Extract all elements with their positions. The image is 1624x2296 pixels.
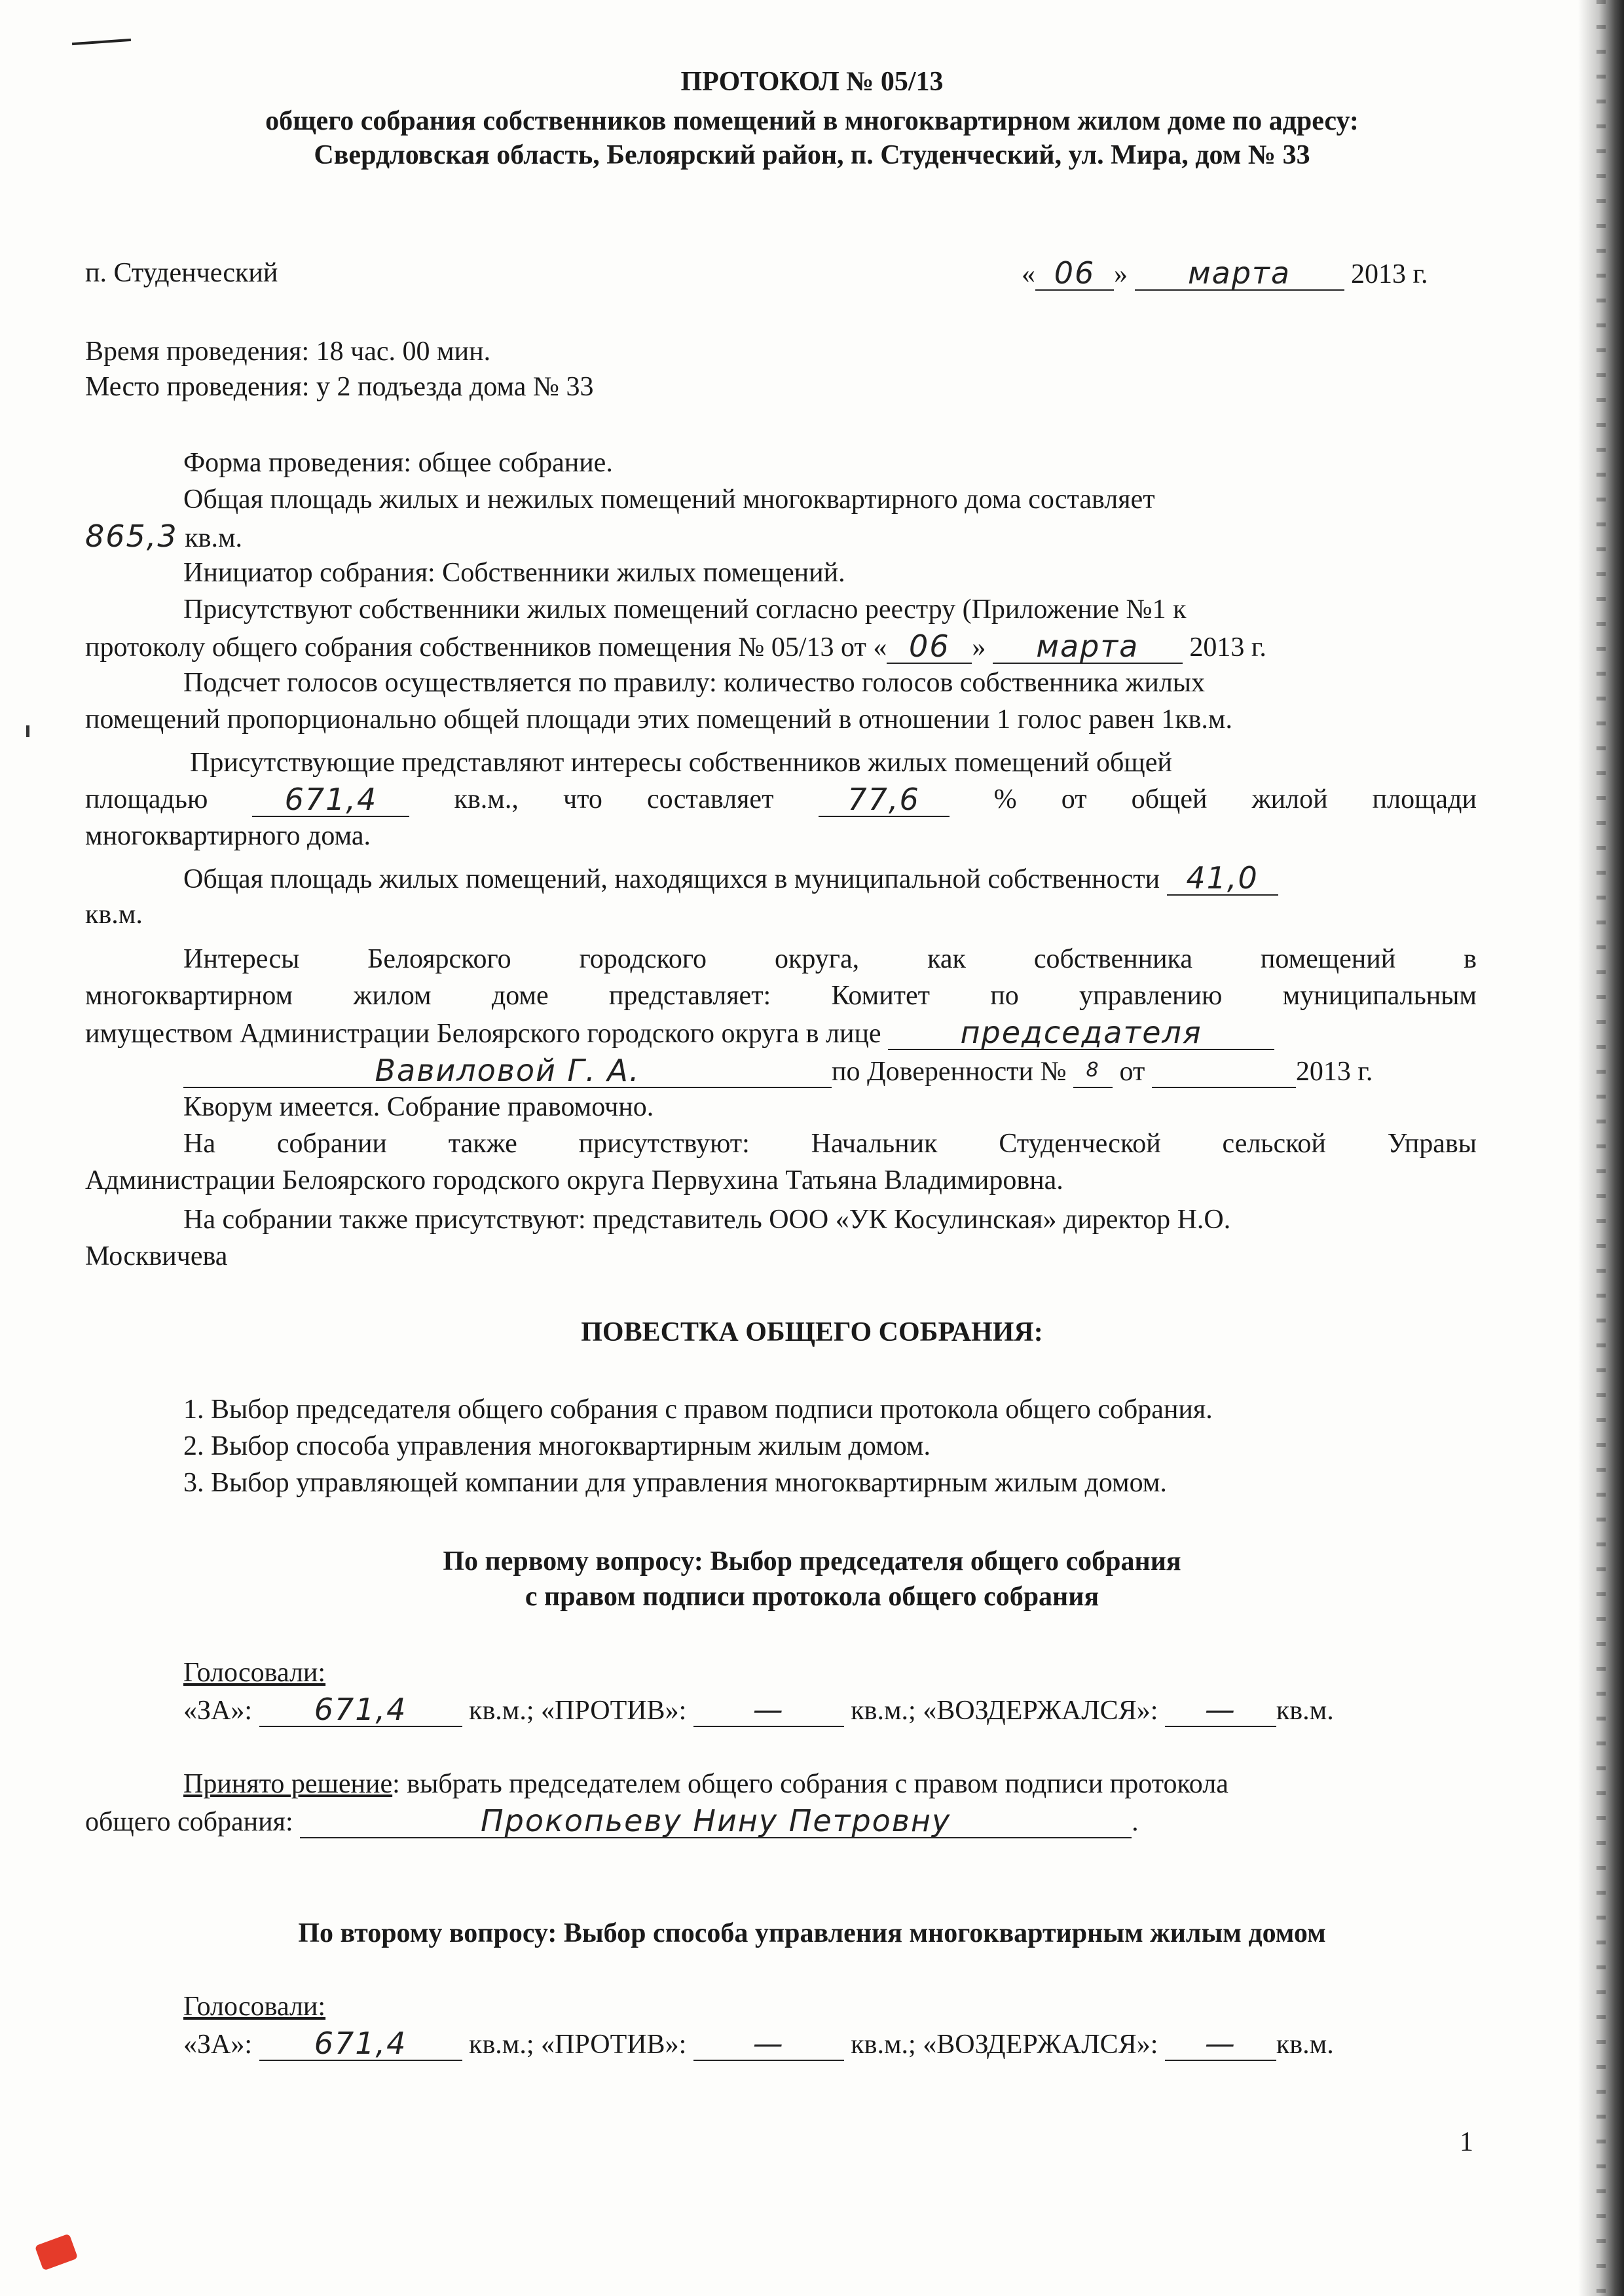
document-title: ПРОТОКОЛ № 05/13 xyxy=(680,67,944,97)
interests-line-1 xyxy=(183,943,1477,975)
interests-line-3-text: имуществом Администрации Белоярского городского округа в лице xyxy=(85,1019,881,1049)
decision-text-2: общего собрания: xyxy=(85,1807,293,1837)
present-line-2-text: протоколу общего собрания собственников помещения № 05/13 от « xyxy=(85,632,887,663)
represent-line-2 xyxy=(85,783,1477,817)
represent-word: жилой xyxy=(1251,784,1328,814)
interests-word: муниципальным xyxy=(1282,981,1477,1011)
document-subtitle-line-1: общего собрания собственников помещений в многоквартирном жилом доме по адресу: xyxy=(265,106,1359,136)
date-year: 2013 г. xyxy=(1351,259,1428,289)
proxy-label: по Доверенности № xyxy=(832,1057,1067,1087)
interests-word: Белоярского xyxy=(367,944,511,974)
question-1-voted-label: Голосовали: xyxy=(183,1658,326,1688)
municipal-area-unit: кв.м. xyxy=(85,900,143,930)
initiator-line: Инициатор собрания: Собственники жилых помещений. xyxy=(183,558,845,588)
interests-word: Комитет xyxy=(831,981,931,1011)
attendees-word: Начальник xyxy=(811,1129,938,1159)
agenda-item: 3. Выбор управляющей компании для управления многоквартирным жилым домом. xyxy=(183,1468,1167,1498)
meeting-venue: Место проведения: у 2 подъезда дома № 33 xyxy=(85,372,594,402)
represent-word: составляет xyxy=(647,784,774,814)
present-year: 2013 г. xyxy=(1189,632,1266,663)
represent-word: площадью xyxy=(85,784,208,814)
interests-word: управлению xyxy=(1079,981,1223,1011)
chairman-name-handwritten: Прокопьеву Нину Петровну xyxy=(300,1804,1132,1838)
question-2-heading: По второму вопросу: Выбор способа управления многоквартирным жилым домом xyxy=(298,1918,1326,1948)
vote-abstain-handwritten: — xyxy=(1165,1693,1276,1727)
vote-for-label: «ЗА»: xyxy=(183,2030,253,2060)
document-subtitle-line-2: Свердловская область, Белоярский район, п. Студенческий, ул. Мира, дом № 33 xyxy=(314,140,1310,170)
red-sticker-icon xyxy=(35,2234,78,2271)
proxy-number-handwritten: 8 xyxy=(1073,1054,1113,1088)
question-1-vote-line xyxy=(183,1693,1334,1727)
decision-label: Принято решение xyxy=(183,1769,393,1799)
stray-mark xyxy=(26,725,29,737)
vote-count-line-1: Подсчет голосов осуществляется по правилу: количество голосов собственника жилых xyxy=(183,668,1206,698)
vote-abstain-label: кв.м.; «ВОЗДЕРЖАЛСЯ»: xyxy=(851,1696,1158,1726)
proxy-date-blank xyxy=(1152,1087,1296,1088)
question-1-decision-line-2 xyxy=(85,1804,1139,1838)
interests-word: представляет: xyxy=(608,981,771,1011)
vote-against-handwritten: — xyxy=(693,1693,844,1727)
vote-against-handwritten: — xyxy=(693,2027,844,2061)
represent-area-handwritten: 671,4 xyxy=(252,783,409,817)
total-area-value-line xyxy=(85,520,242,555)
interests-word: в xyxy=(1464,944,1477,974)
total-area-handwritten: 865,3 xyxy=(85,519,178,554)
question-2-vote-line xyxy=(183,2027,1334,2061)
vote-count-line-2: помещений пропорционально общей площади этих помещений в отношении 1 голос равен 1кв.м. xyxy=(85,704,1233,735)
interests-word: городского xyxy=(579,944,707,974)
interests-line-4 xyxy=(183,1054,1373,1088)
total-area-unit: кв.м. xyxy=(185,523,243,553)
interests-word: жилом xyxy=(353,981,432,1011)
attendees-word: сельской xyxy=(1222,1129,1326,1159)
attendees-line-2: Администрации Белоярского городского округа Первухина Татьяна Владимировна. xyxy=(85,1165,1063,1195)
present-quote-close: » xyxy=(972,632,986,663)
interests-line-2 xyxy=(85,979,1477,1012)
interests-word: как xyxy=(927,944,966,974)
attendees-word: также xyxy=(448,1129,517,1159)
decision-text: : выбрать председателем общего собрания с правом подписи протокола xyxy=(392,1769,1228,1799)
present-month-handwritten: марта xyxy=(993,630,1183,664)
interests-line-3 xyxy=(85,1016,1274,1050)
representative-position-handwritten: председателя xyxy=(888,1016,1274,1050)
question-2-voted-label: Голосовали: xyxy=(183,1992,326,2022)
municipal-area-line xyxy=(183,862,1278,896)
vote-against-label: кв.м.; «ПРОТИВ»: xyxy=(469,1696,687,1726)
question-1-heading-line-2: с правом подписи протокола общего собрания xyxy=(525,1582,1099,1612)
attendees2-line-1: На собрании также присутствуют: представитель ООО «УК Косулинская» директор Н.О. xyxy=(183,1205,1231,1235)
question-1-decision-line-1 xyxy=(183,1768,1228,1800)
interests-word: многоквартирном xyxy=(85,981,293,1011)
vote-abstain-unit: кв.м. xyxy=(1276,1696,1334,1726)
attendees-word: Студенческой xyxy=(999,1129,1161,1159)
vote-for-handwritten: 671,4 xyxy=(259,1693,462,1727)
interests-word: Интересы xyxy=(183,944,300,974)
represent-line-3: многоквартирного дома. xyxy=(85,821,371,851)
present-line-2 xyxy=(85,630,1266,664)
decision-dot: . xyxy=(1132,1807,1139,1837)
interests-word: помещений xyxy=(1260,944,1396,974)
interests-word: по xyxy=(990,981,1019,1011)
question-1-heading-line-1: По первому вопросу: Выбор председателя общего собрания xyxy=(443,1546,1181,1576)
vote-abstain-label: кв.м.; «ВОЗДЕРЖАЛСЯ»: xyxy=(851,2030,1158,2060)
quote-open: « xyxy=(1022,259,1035,289)
meeting-time: Время проведения: 18 час. 00 мин. xyxy=(85,337,491,367)
proxy-year: 2013 г. xyxy=(1295,1057,1373,1087)
representative-name-handwritten: Вавиловой Г. А. xyxy=(183,1054,832,1088)
page-number: 1 xyxy=(1460,2127,1473,2157)
proxy-from-label: от xyxy=(1119,1057,1145,1087)
represent-word: от xyxy=(1061,784,1087,814)
vote-abstain-unit: кв.м. xyxy=(1276,2030,1334,2060)
agenda-heading: ПОВЕСТКА ОБЩЕГО СОБРАНИЯ: xyxy=(581,1317,1043,1347)
present-day-handwritten: 06 xyxy=(887,630,972,664)
attendees-word: Управы xyxy=(1387,1129,1477,1159)
represent-percent-handwritten: 77,6 xyxy=(819,783,950,817)
interests-word: доме xyxy=(491,981,549,1011)
vote-abstain-handwritten: — xyxy=(1165,2027,1276,2061)
meeting-form: Форма проведения: общее собрание. xyxy=(183,448,613,478)
quorum-line: Кворум имеется. Собрание правомочно. xyxy=(183,1092,654,1122)
quote-close: » xyxy=(1114,259,1128,289)
attendees-line-1 xyxy=(183,1127,1477,1160)
meeting-place: п. Студенческий xyxy=(85,258,278,288)
vote-for-label: «ЗА»: xyxy=(183,1696,253,1726)
attendees-word: присутствуют: xyxy=(578,1129,750,1159)
attendees2-line-2: Москвичева xyxy=(85,1241,228,1271)
represent-word: что xyxy=(563,784,602,814)
attendees-word: собрании xyxy=(276,1129,387,1159)
represent-word: кв.м., xyxy=(454,784,519,814)
interests-word: собственника xyxy=(1033,944,1192,974)
represent-word: % xyxy=(993,784,1017,814)
agenda-item: 1. Выбор председателя общего собрания с правом подписи протокола общего собрания. xyxy=(183,1394,1213,1425)
interests-word: округа, xyxy=(774,944,860,974)
attendees-word: На xyxy=(183,1129,215,1159)
represent-word: площади xyxy=(1372,784,1477,814)
date-month-handwritten: марта xyxy=(1135,257,1344,291)
date-day-handwritten: 06 xyxy=(1035,257,1114,291)
represent-line-1: Присутствующие представляют интересы собственников жилых помещений общей xyxy=(190,748,1172,778)
municipal-area-text: Общая площадь жилых помещений, находящихся в муниципальной собственности xyxy=(183,864,1160,894)
scan-binding-marks xyxy=(1596,0,1606,2296)
agenda-item: 2. Выбор способа управления многоквартирным жилым домом. xyxy=(183,1431,931,1461)
meeting-date xyxy=(1022,257,1428,291)
corner-pen-mark xyxy=(72,39,131,45)
represent-word: общей xyxy=(1131,784,1208,814)
total-area-line: Общая площадь жилых и нежилых помещений многоквартирного дома составляет xyxy=(183,484,1155,515)
vote-against-label: кв.м.; «ПРОТИВ»: xyxy=(469,2030,687,2060)
municipal-area-handwritten: 41,0 xyxy=(1167,862,1278,896)
present-line-1: Присутствуют собственники жилых помещений согласно реестру (Приложение №1 к xyxy=(183,594,1187,625)
vote-for-handwritten: 671,4 xyxy=(259,2027,462,2061)
